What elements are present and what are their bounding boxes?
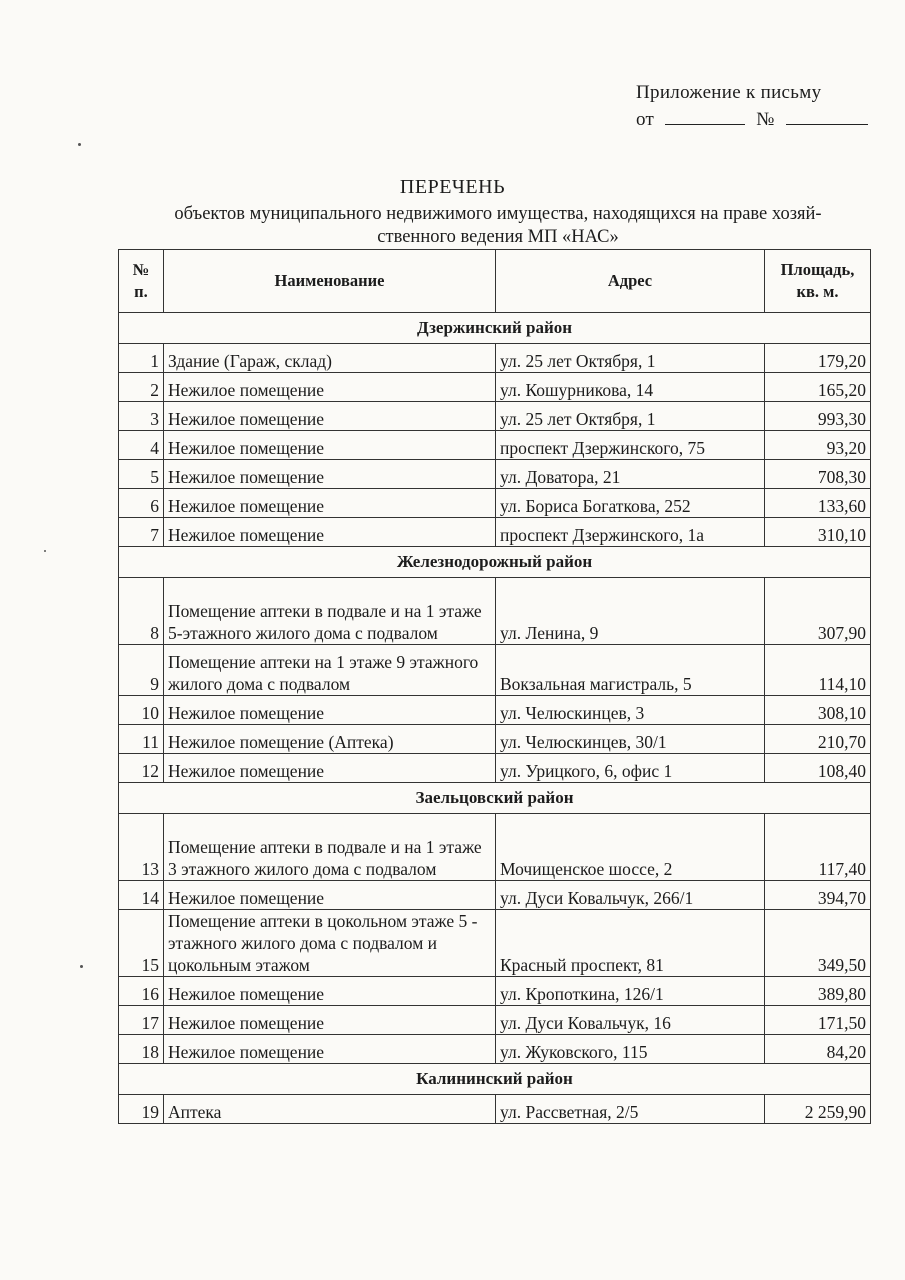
row-address: ул. Челюскинцев, 30/1: [496, 725, 765, 754]
header-name: Наименование: [164, 250, 496, 313]
row-area: 84,20: [765, 1035, 871, 1064]
district-row: [119, 1064, 871, 1095]
property-table: [118, 249, 871, 1124]
row-address: ул. Доватора, 21: [496, 460, 765, 489]
row-area: 394,70: [765, 881, 871, 910]
row-area: 108,40: [765, 754, 871, 783]
scan-speck: [80, 965, 83, 968]
row-address: ул. Кропоткина, 126/1: [496, 977, 765, 1006]
row-number: 7: [119, 518, 164, 547]
district-name: Калининский район: [119, 1064, 871, 1095]
row-area: 179,20: [765, 344, 871, 373]
row-name: Нежилое помещение: [164, 460, 496, 489]
appendix-date-number-line: [636, 106, 868, 133]
row-address: Вокзальная магистраль, 5: [496, 645, 765, 696]
row-number: 4: [119, 431, 164, 460]
row-area: 349,50: [765, 910, 871, 977]
table-row: [119, 696, 871, 725]
row-number: 12: [119, 754, 164, 783]
row-name: Нежилое помещение: [164, 431, 496, 460]
row-area: 133,60: [765, 489, 871, 518]
row-address: ул. Рассветная, 2/5: [496, 1095, 765, 1124]
header-area: Площадь, кв. м.: [765, 250, 871, 313]
row-address: ул. Челюскинцев, 3: [496, 696, 765, 725]
row-name: Нежилое помещение: [164, 1035, 496, 1064]
table-row: [119, 489, 871, 518]
table-row: [119, 754, 871, 783]
number-sign: №: [756, 109, 775, 130]
document-title: ПЕРЕЧЕНЬ: [399, 176, 506, 198]
document-subtitle: [118, 203, 878, 249]
scan-speck: [78, 143, 81, 146]
row-area: 307,90: [765, 578, 871, 645]
row-number: 16: [119, 977, 164, 1006]
district-name: Дзержинский район: [119, 313, 871, 344]
row-number: 18: [119, 1035, 164, 1064]
header-address: Адрес: [496, 250, 765, 313]
district-row: [119, 547, 871, 578]
row-number: 19: [119, 1095, 164, 1124]
row-name: Помещение аптеки в цокольном этаже 5 - этажного жилого дома с подвалом и цокольным этажом: [164, 910, 496, 977]
table-row: [119, 725, 871, 754]
row-address: ул. 25 лет Октября, 1: [496, 344, 765, 373]
row-name: Нежилое помещение: [164, 489, 496, 518]
date-blank: [665, 106, 745, 125]
row-area: 114,10: [765, 645, 871, 696]
table-row: [119, 402, 871, 431]
row-address: ул. Бориса Богаткова, 252: [496, 489, 765, 518]
row-area: 171,50: [765, 1006, 871, 1035]
header-num: № п.: [119, 250, 164, 313]
row-number: 14: [119, 881, 164, 910]
row-area: 210,70: [765, 725, 871, 754]
row-address: ул. Дуси Ковальчук, 16: [496, 1006, 765, 1035]
row-name: Здание (Гараж, склад): [164, 344, 496, 373]
row-area: 310,10: [765, 518, 871, 547]
row-number: 11: [119, 725, 164, 754]
row-name: Нежилое помещение: [164, 373, 496, 402]
row-area: 117,40: [765, 814, 871, 881]
row-number: 8: [119, 578, 164, 645]
row-name: Нежилое помещение (Аптека): [164, 725, 496, 754]
row-number: 2: [119, 373, 164, 402]
table-row: [119, 460, 871, 489]
district-row: [119, 783, 871, 814]
row-area: 165,20: [765, 373, 871, 402]
row-address: Красный проспект, 81: [496, 910, 765, 977]
row-name: Нежилое помещение: [164, 696, 496, 725]
row-area: 2 259,90: [765, 1095, 871, 1124]
row-name: Нежилое помещение: [164, 754, 496, 783]
table-body: [119, 313, 871, 1124]
row-name: Нежилое помещение: [164, 518, 496, 547]
table-row: [119, 814, 871, 881]
row-area: 993,30: [765, 402, 871, 431]
row-number: 1: [119, 344, 164, 373]
row-number: 3: [119, 402, 164, 431]
subtitle-line-1: объектов муниципального недвижимого имущества, находящихся на праве хозяй-: [174, 204, 822, 224]
row-number: 5: [119, 460, 164, 489]
row-area: 708,30: [765, 460, 871, 489]
row-area: 308,10: [765, 696, 871, 725]
number-blank: [786, 106, 868, 125]
district-name: Железнодорожный район: [119, 547, 871, 578]
from-label: от: [636, 109, 655, 130]
appendix-line: Приложение к письму: [636, 82, 822, 103]
table-row: [119, 578, 871, 645]
row-address: ул. 25 лет Октября, 1: [496, 402, 765, 431]
table-header-row: [119, 250, 871, 313]
row-name: Аптека: [164, 1095, 496, 1124]
table-row: [119, 645, 871, 696]
table-row: [119, 881, 871, 910]
row-number: 10: [119, 696, 164, 725]
table-row: [119, 1095, 871, 1124]
row-area: 93,20: [765, 431, 871, 460]
row-name: Помещение аптеки в подвале и на 1 этаже 3 этажного жилого дома с подвалом: [164, 814, 496, 881]
row-address: проспект Дзержинского, 75: [496, 431, 765, 460]
row-area: 389,80: [765, 977, 871, 1006]
table-row: [119, 431, 871, 460]
row-number: 13: [119, 814, 164, 881]
subtitle-line-2: ственного ведения МП «НАС»: [377, 227, 619, 247]
row-name: Нежилое помещение: [164, 1006, 496, 1035]
row-address: ул. Ленина, 9: [496, 578, 765, 645]
row-address: Мочищенское шоссе, 2: [496, 814, 765, 881]
scan-speck: [44, 550, 46, 552]
row-number: 17: [119, 1006, 164, 1035]
row-number: 6: [119, 489, 164, 518]
row-address: проспект Дзержинского, 1а: [496, 518, 765, 547]
table-row: [119, 344, 871, 373]
table-row: [119, 373, 871, 402]
table-row: [119, 1035, 871, 1064]
table-row: [119, 1006, 871, 1035]
district-row: [119, 313, 871, 344]
row-address: ул. Жуковского, 115: [496, 1035, 765, 1064]
row-number: 15: [119, 910, 164, 977]
row-address: ул. Урицкого, 6, офис 1: [496, 754, 765, 783]
row-name: Помещение аптеки на 1 этаже 9 этажного жилого дома с подвалом: [164, 645, 496, 696]
row-name: Нежилое помещение: [164, 402, 496, 431]
row-address: ул. Кошурникова, 14: [496, 373, 765, 402]
row-number: 9: [119, 645, 164, 696]
table-row: [119, 977, 871, 1006]
row-name: Нежилое помещение: [164, 881, 496, 910]
row-name: Нежилое помещение: [164, 977, 496, 1006]
district-name: Заельцовский район: [119, 783, 871, 814]
row-name: Помещение аптеки в подвале и на 1 этаже 5-этажного жилого дома с подвалом: [164, 578, 496, 645]
table-row: [119, 910, 871, 977]
table-row: [119, 518, 871, 547]
row-address: ул. Дуси Ковальчук, 266/1: [496, 881, 765, 910]
appendix-block: [636, 80, 868, 133]
